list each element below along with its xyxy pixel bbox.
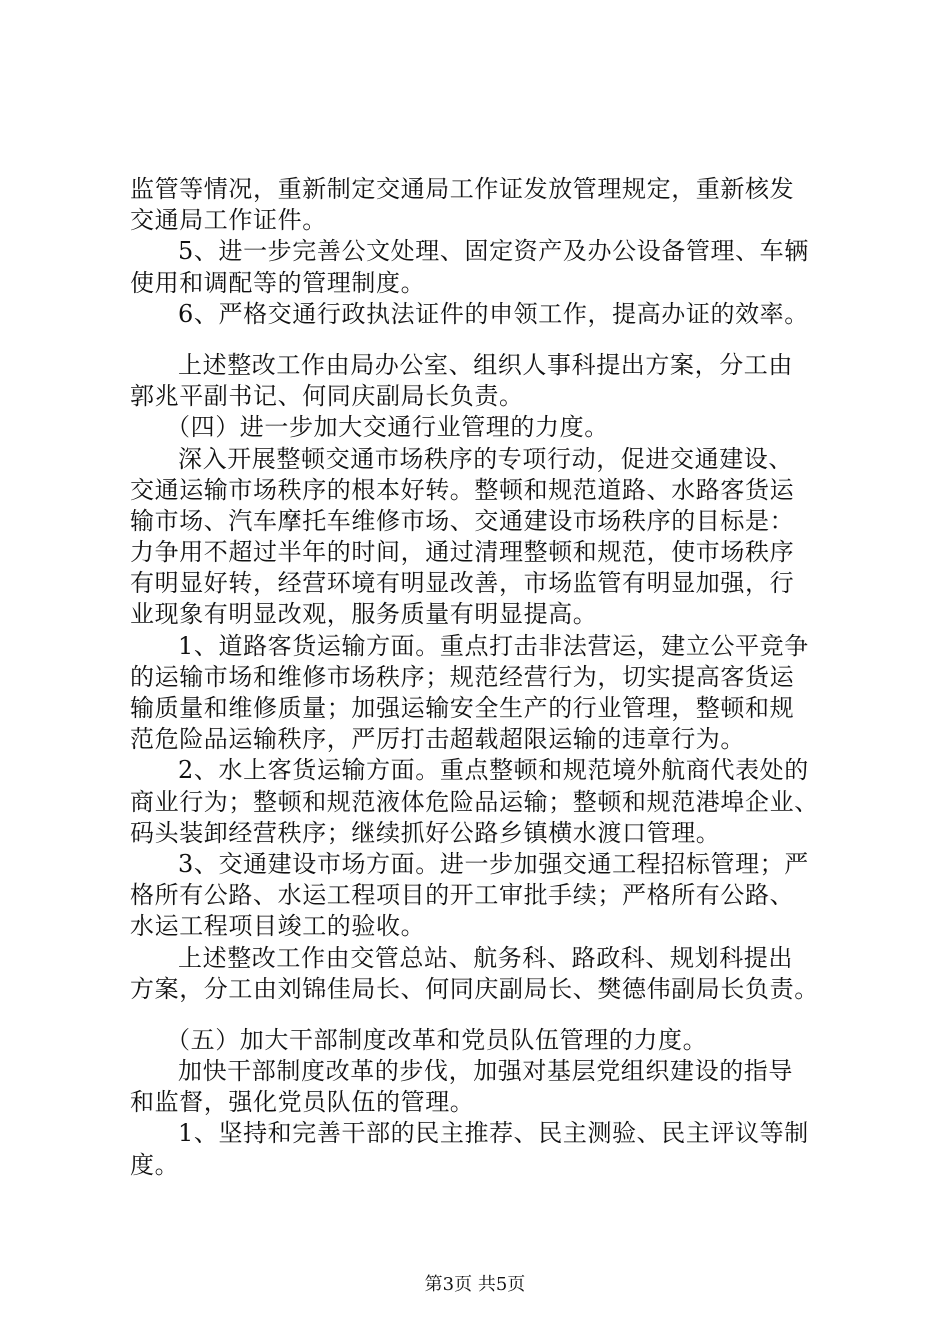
list-item-1: 1、坚持和完善干部的民主推荐、民主测验、民主评议等制 xyxy=(178,1119,809,1148)
paragraph-start: 上述整改工作由局办公室、组织人事科提出方案，分工由 xyxy=(178,350,793,379)
list-item-5: 5、进一步完善公文处理、固定资产及办公设备管理、车辆 xyxy=(178,237,809,266)
paragraph-gap xyxy=(130,330,830,350)
text-line: 方案，分工由刘锦佳局长、何同庆副局长、樊德伟副局长负责。 xyxy=(130,974,819,1003)
text-line: 监管等情况，重新制定交通局工作证发放管理规定，重新核发 xyxy=(130,175,795,203)
text-line: 范危险品运输秩序，严厉打击超载超限运输的违章行为。 xyxy=(130,725,745,754)
text-line: 商业行为；整顿和规范液体危险品运输；整顿和规范港埠企业、 xyxy=(130,787,819,816)
text-line: 交通运输市场秩序的根本好转。整顿和规范道路、水路客货运 xyxy=(130,475,795,504)
text-line: 使用和调配等的管理制度。 xyxy=(130,268,426,297)
text-line: 郭兆平副书记、何同庆副局长负责。 xyxy=(130,382,524,411)
section-heading-5: （五）加大干部制度改革和党员队伍管理的力度。 xyxy=(166,1025,708,1054)
text-line: 输质量和维修质量；加强运输安全生产的行业管理，整顿和规 xyxy=(130,694,795,722)
document-body xyxy=(130,174,830,1181)
text-line: 输市场、汽车摩托车维修市场、交通建设市场秩序的目标是： xyxy=(130,506,795,535)
text-line: 度。 xyxy=(130,1150,180,1179)
list-item-3: 3、交通建设市场方面。进一步加强交通工程招标管理；严 xyxy=(178,849,809,878)
text-line: 交通局工作证件。 xyxy=(130,206,327,235)
text-line: 格所有公路、水运工程项目的开工审批手续；严格所有公路、 xyxy=(130,881,795,910)
text-line: 力争用不超过半年的时间，通过清理整顿和规范，使市场秩序 xyxy=(130,538,795,567)
text-line: 的运输市场和维修市场秩序；规范经营行为，切实提高客货运 xyxy=(130,662,795,691)
list-item-2: 2、水上客货运输方面。重点整顿和规范境外航商代表处的 xyxy=(178,756,809,785)
paragraph-start: 加快干部制度改革的步伐，加强对基层党组织建设的指导 xyxy=(178,1057,793,1086)
text-line: 有明显好转，经营环境有明显改善，市场监管有明显加强，行 xyxy=(130,569,795,598)
text-line: 业现象有明显改观，服务质量有明显提高。 xyxy=(130,600,598,629)
text-line: 和监督，强化党员队伍的管理。 xyxy=(130,1088,475,1117)
paragraph-start: 上述整改工作由交管总站、航务科、路政科、规划科提出 xyxy=(178,943,793,972)
page-footer: 第3页 共5页 xyxy=(424,1274,526,1295)
list-item-1: 1、道路客货运输方面。重点打击非法营运，建立公平竞争 xyxy=(178,631,809,660)
paragraph-gap xyxy=(130,1005,830,1025)
section-heading-4: （四）进一步加大交通行业管理的力度。 xyxy=(166,413,609,442)
text-line: 水运工程项目竣工的验收。 xyxy=(130,912,426,941)
text-line: 码头装卸经营秩序；继续抓好公路乡镇横水渡口管理。 xyxy=(130,818,721,847)
paragraph-start: 深入开展整顿交通市场秩序的专项行动，促进交通建设、 xyxy=(178,444,793,473)
list-item-6: 6、严格交通行政执法证件的申领工作，提高办证的效率。 xyxy=(178,299,809,328)
